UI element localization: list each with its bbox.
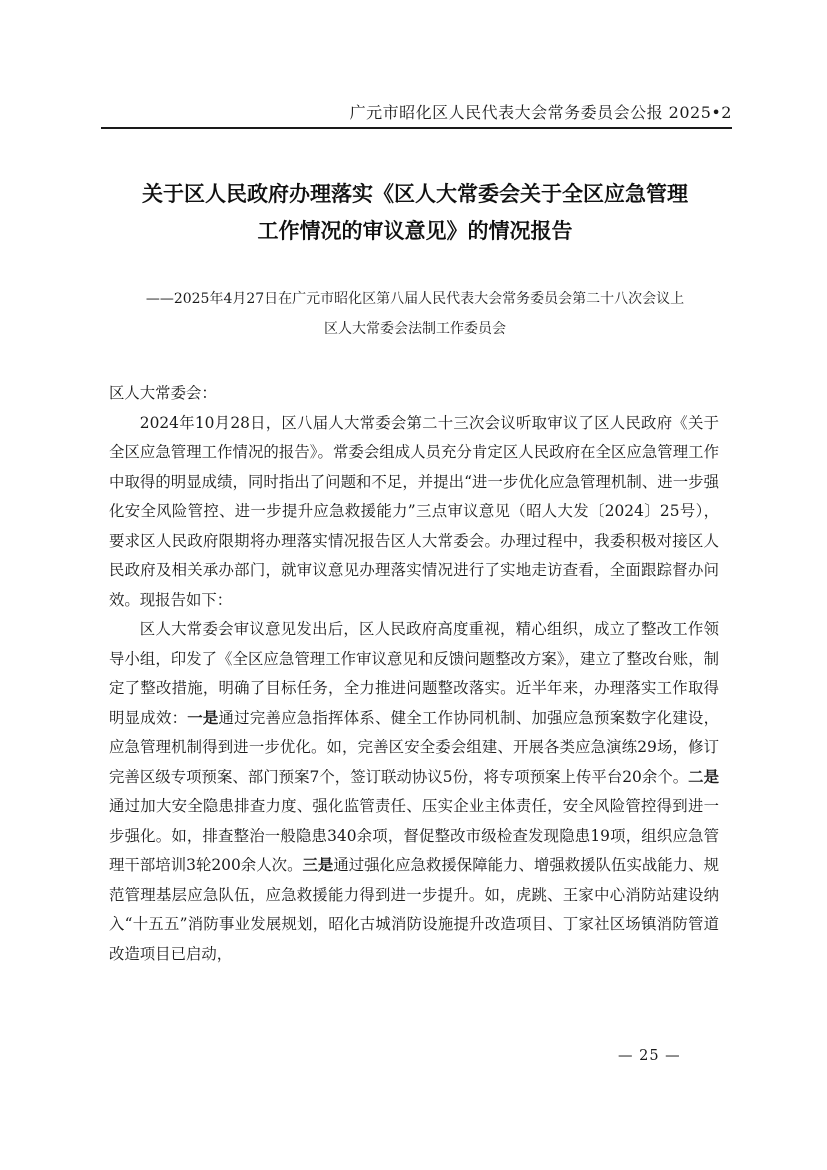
keyword-second: 二是	[688, 767, 719, 786]
keyword-first: 一是	[187, 708, 219, 727]
title-line-1: 关于区人民政府办理落实《区人大常委会关于全区应急管理	[142, 182, 688, 206]
document-subtitle	[104, 284, 726, 344]
paragraph-2-point-3: 通过强化应急救援保障能力、增强救援队伍实战能力、规范管理基层应急队伍，应急救援能力得到进一步提升。如，虎跳、王家中心消防站建设纳入“十五五”消防事业发展规划，昭化古城消防设施提升改造项目、丁家社区场镇消防管道改造项目已启动，	[109, 856, 719, 963]
page-number: — 25 —	[618, 1048, 681, 1064]
running-header: 广元市昭化区人民代表大会常务委员会公报 2025•2	[349, 103, 732, 122]
keyword-third: 三是	[302, 856, 334, 874]
subtitle-line-1: ——2025年4月27日在广元市昭化区第八届人民代表大会常务委员会第二十八次会议上	[145, 291, 685, 307]
paragraph-2-point-1: 通过完善应急指挥体系、健全工作协同机制、加强应急预案数字化建设，应急管理机制得到进一步优化。如，完善区安全委会组建、开展各类应急演练29场，修订完善区级专项预案、部门预案7个，签订联动协议5份，将专项预案上传平台20余个。	[109, 708, 719, 786]
header-rule	[101, 127, 732, 129]
paragraph-1: 2024年10月28日，区八届人大常委会第二十三次会议听取审议了区人民政府《关于全区应急管理工作情况的报告》。常委会组成人员充分肯定区人民政府在全区应急管理工作中取得的明显成绩，同时指出了问题和不足，并提出“进一步优化应急管理机制、进一步强化安全风险管控、进一步提升应急救援能力”三点审议意见（昭人大发〔2024〕25号），要求区人民政府限期将办理落实情况报告区人大常委会。办理过程中，我委积极对接区人民政府及相关承办部门，就审议意见办理落实情况进行了实地走访查看，全面跟踪督办问效。现报告如下：	[109, 413, 719, 609]
paragraph-2-point-2: 通过加大安全隐患排查力度、强化监管责任、压实企业主体责任，安全风险管控得到进一步强化。如，排查整治一般隐患340余项，督促整改市级检查发现隐患19项，组织应急管理干部培训3轮200余人次。	[109, 797, 719, 874]
document-body	[109, 379, 719, 969]
salutation: 区人大常委会：	[109, 384, 217, 402]
title-line-2: 工作情况的审议意见》的情况报告	[257, 219, 573, 243]
subtitle-line-2: 区人大常委会法制工作委员会	[324, 321, 506, 337]
document-title	[104, 176, 726, 250]
paragraph-2	[109, 615, 719, 969]
paragraph-2-intro: 区人大常委会审议意见发出后，区人民政府高度重视，精心组织，成立了整改工作领导小组，印发了《全区应急管理工作审议意见和反馈问题整改方案》，建立了整改台账，制定了整改措施，明确了目标任务，全力推进问题整改落实。近半年来，办理落实工作取得明显成效：	[109, 620, 719, 727]
